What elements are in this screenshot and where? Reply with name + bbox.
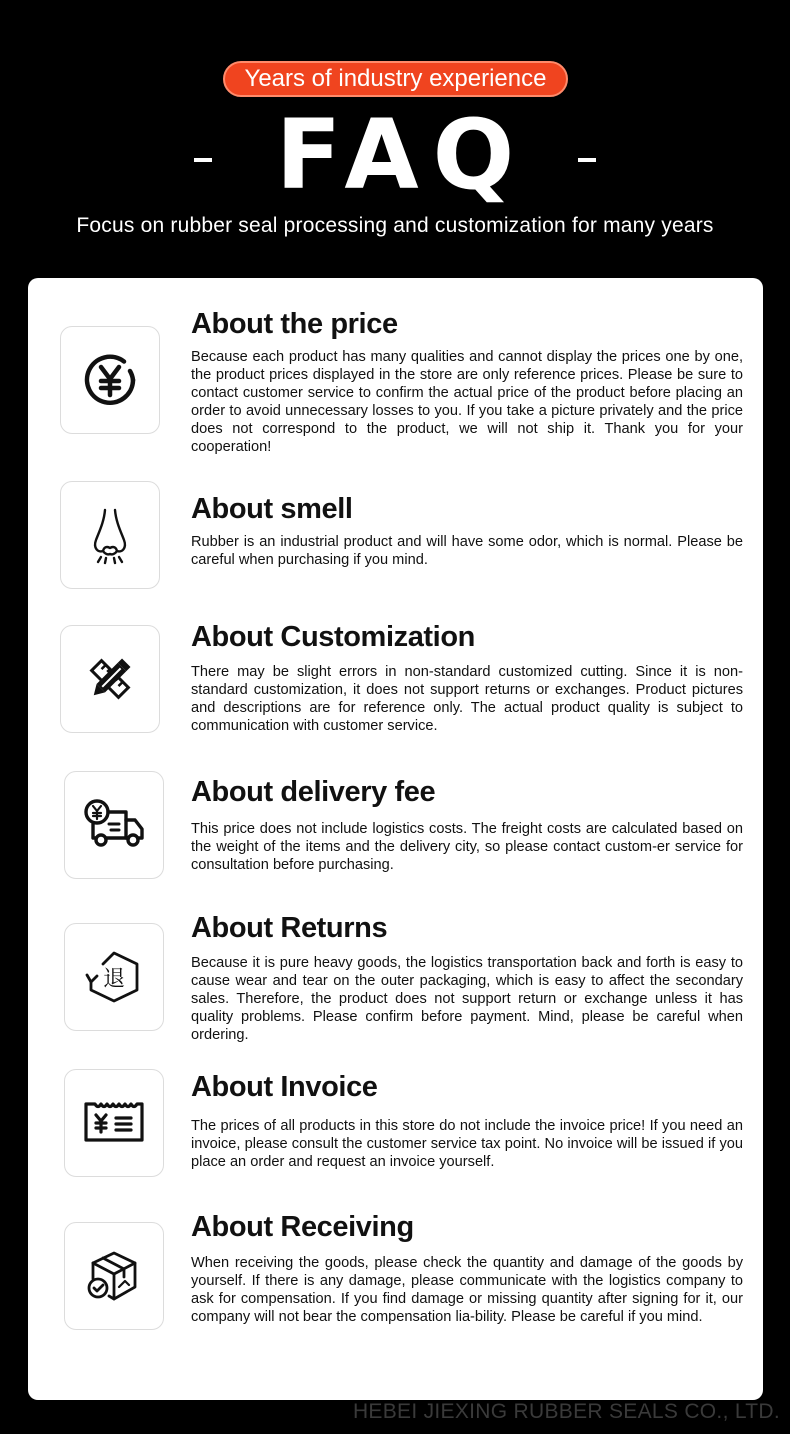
invoice-icon <box>64 1069 164 1177</box>
nose-icon <box>60 481 160 589</box>
item-text: Because each product has many qualities and cannot display the prices one by one, the product prices displayed in the store are only reference prices. Please be sure to contact customer service to confirm the actual price of the product before placing an order to avoid unnecessary losses to you. If you take a picture privately and the price does not correspond to the product, we will not ship it. Thank you for your cooperation! <box>191 349 743 455</box>
pencil-ruler-icon <box>60 625 160 733</box>
item-title: About Invoice <box>191 1071 378 1103</box>
return-icon <box>64 923 164 1031</box>
page-title: FAQ <box>275 99 529 211</box>
item-title: About Receiving <box>191 1211 414 1243</box>
return-char: 退 <box>102 967 126 992</box>
item-title: About the price <box>191 308 398 340</box>
experience-badge: Years of industry experience <box>223 61 568 97</box>
faq-card <box>28 278 763 1400</box>
item-title: About smell <box>191 493 353 525</box>
company-watermark: HEBEI JIEXING RUBBER SEALS CO., LTD. <box>352 1400 780 1423</box>
item-text: This price does not include logistics costs. The freight costs are calculated based on the weight of the items and the delivery city, so please contact custom-er service for consultation before purchasing. <box>191 821 743 873</box>
item-text: When receiving the goods, please check the quantity and damage of the goods by yourself. If there is any damage, please communicate with the logistics company to ask for compensation. If you find damage or missing quantity after signing for it, our company will not bear the compensation lia-bility. Please be careful if you mind. <box>191 1255 743 1325</box>
delivery-truck-icon <box>64 771 164 879</box>
package-check-icon <box>64 1222 164 1330</box>
item-title: About delivery fee <box>191 776 436 808</box>
faq-heading <box>0 100 790 210</box>
item-title: About Customization <box>191 621 475 653</box>
yen-coin-icon <box>60 326 160 434</box>
left-dash <box>194 158 212 162</box>
page-subtitle: Focus on rubber seal processing and customization for many years <box>76 214 714 237</box>
item-text: The prices of all products in this store do not include the invoice price! If you need an invoice, please consult the customer service tax point. No invoice will be issued if you place an order and request an invoice yourself. <box>191 1118 743 1170</box>
right-dash <box>578 158 596 162</box>
item-text: There may be slight errors in non-standard customized cutting. Since it is non-standard customization, it does not support returns or exchanges. Product pictures and descriptions are for reference only. The actual product quality is subject to communication with customer service. <box>191 664 743 734</box>
item-text: Rubber is an industrial product and will have some odor, which is normal. Please be careful when purchasing if you mind. <box>191 534 743 568</box>
item-title: About Returns <box>191 912 388 944</box>
item-text: Because it is pure heavy goods, the logistics transportation back and forth is easy to cause wear and tear on the outer packaging, which is easy to affect the secondary sales. Therefore, the product does not support return or exchange unless it has quality problems. Please confirm before payment. Mind, please be careful when ordering. <box>191 955 743 1043</box>
